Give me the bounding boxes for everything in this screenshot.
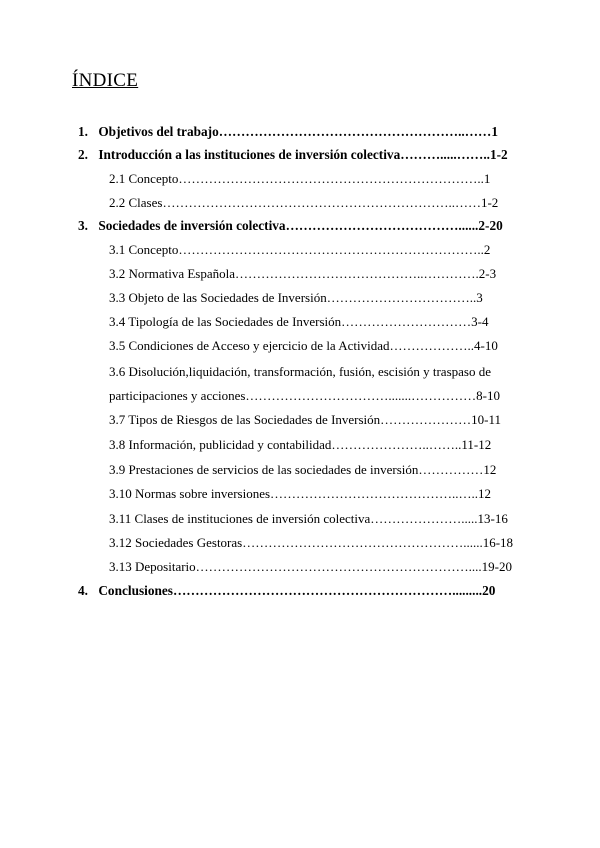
- toc-entry-text: 2.1 Concepto……………………………………………………………..1: [109, 171, 491, 186]
- toc-entry-text: 3.2 Normativa Española……………………………………..………….2-3: [109, 266, 497, 281]
- toc-entry-number: 1.: [78, 124, 88, 139]
- toc-entry-text: 3.7 Tipos de Riesgos de las Sociedades de Inversión…………………10-11: [109, 412, 502, 427]
- toc-entry-3-2[interactable]: [109, 266, 496, 282]
- toc-entry-3-7[interactable]: [109, 412, 501, 428]
- toc-entry-4[interactable]: [78, 583, 495, 599]
- toc-entry-3-13[interactable]: [109, 559, 512, 575]
- toc-entry-text: Introducción a las instituciones de inversión colectiva……….....……..1-2: [98, 147, 508, 162]
- toc-entry-3-6-cont[interactable]: [109, 388, 500, 404]
- toc-entry-text: 3.8 Información, publicidad y contabilidad…………………..……..11-12: [109, 437, 492, 452]
- toc-entry-3-12[interactable]: [109, 535, 513, 551]
- toc-entry-text: Conclusiones……………………………………………………….........20: [98, 583, 496, 598]
- toc-entry-text: Objetivos del trabajo………………………………………………..……1: [98, 124, 498, 139]
- toc-entry-text: 2.2 Clases…………………………………………………………..……1-2: [109, 195, 499, 210]
- toc-entry-3[interactable]: [78, 218, 503, 234]
- toc-entry-text: 3.4 Tipología de las Sociedades de Inversión…………………………3-4: [109, 314, 489, 329]
- toc-entry-3-3[interactable]: [109, 290, 483, 306]
- toc-entry-3-9[interactable]: [109, 462, 496, 478]
- toc-entry-text: 3.5 Condiciones de Acceso y ejercicio de la Actividad………………..4-10: [109, 338, 498, 353]
- toc-entry-3-4[interactable]: [109, 314, 489, 330]
- toc-entry-text: 3.1 Concepto……………………………………………………………..2: [109, 242, 491, 257]
- toc-entry-text: 3.10 Normas sobre inversiones……………………………………..…..12: [109, 486, 492, 501]
- toc-entry-3-8[interactable]: [109, 437, 491, 453]
- toc-entry-text: 3.3 Objeto de las Sociedades de Inversión……………………………..3: [109, 290, 483, 305]
- toc-entry-3-10[interactable]: [109, 486, 491, 502]
- toc-entry-3-5[interactable]: [109, 338, 498, 354]
- toc-entry-text: 3.13 Depositario………………………………………………………....19-20: [109, 559, 512, 574]
- toc-entry-text: 3.11 Clases de instituciones de inversión colectiva………………….....13-16: [109, 511, 508, 526]
- toc-entry-3-1[interactable]: [109, 242, 490, 258]
- toc-entry-text: 3.12 Sociedades Gestoras……………………………………………......16-18: [109, 535, 514, 550]
- toc-entry-number: 4.: [78, 583, 88, 598]
- toc-entry-3-11[interactable]: [109, 511, 508, 527]
- toc-entry-2[interactable]: [78, 147, 508, 163]
- toc-entry-number: 2.: [78, 147, 88, 162]
- page-title: ÍNDICE: [72, 70, 139, 91]
- toc-entry-text: Sociedades de inversión colectiva…………………………………......2-20: [98, 218, 503, 233]
- toc-entry-text: 3.6 Disolución,liquidación, transformación, fusión, escisión y traspaso de: [109, 364, 491, 379]
- toc-entry-3-6[interactable]: [109, 364, 491, 380]
- toc-entry-2-1[interactable]: [109, 171, 490, 187]
- toc-entry-text: 3.9 Prestaciones de servicios de las sociedades de inversión……………12: [109, 462, 497, 477]
- toc-entry-number: 3.: [78, 218, 88, 233]
- toc-entry-text: participaciones y acciones…………………………….......……………8-10: [109, 388, 501, 403]
- toc-entry-2-2[interactable]: [109, 195, 498, 211]
- toc-entry-1[interactable]: [78, 124, 498, 140]
